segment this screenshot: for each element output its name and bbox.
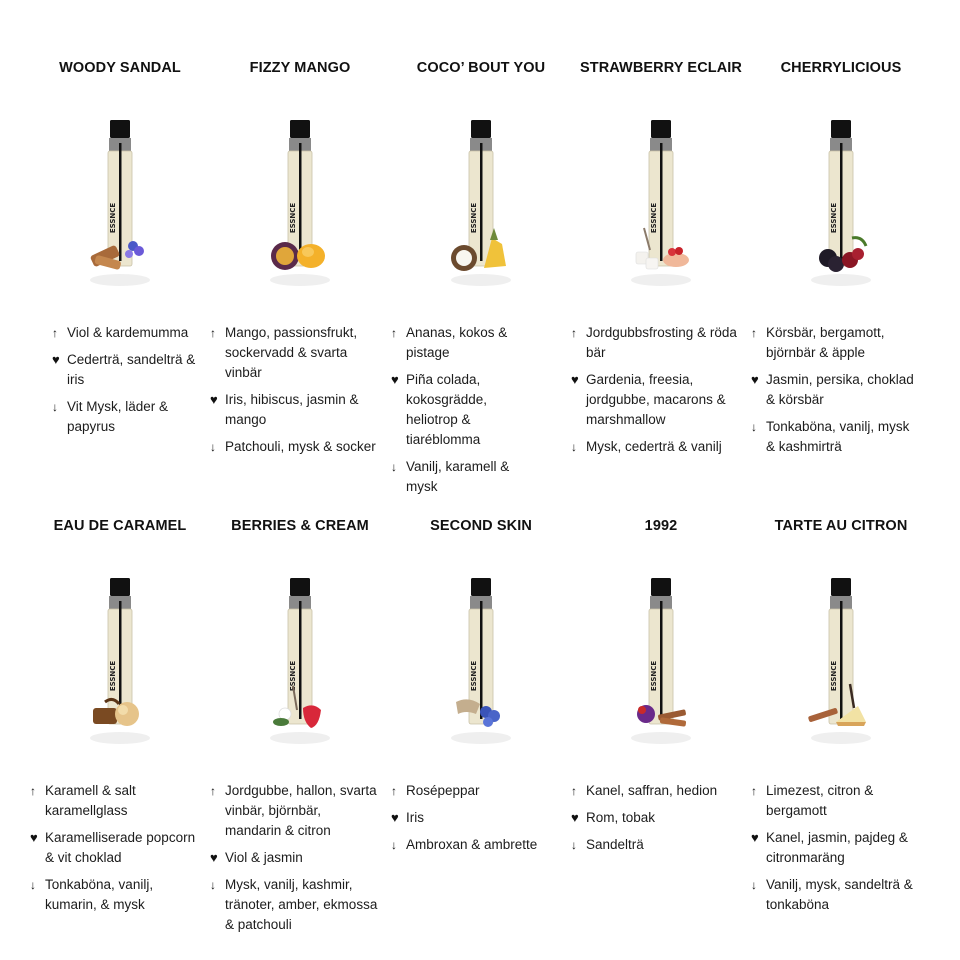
svg-text:ESSNCE: ESSNCE bbox=[830, 202, 838, 234]
svg-text:ESSNCE: ESSNCE bbox=[289, 202, 297, 234]
heart-icon: ♥ bbox=[52, 352, 60, 367]
note-heart: ♥ Iris bbox=[391, 808, 566, 828]
arrow-down-icon: ↓ bbox=[571, 440, 577, 454]
scent-notes bbox=[391, 323, 541, 504]
product-title: BERRIES & CREAM bbox=[231, 518, 369, 534]
arrow-down-icon: ↓ bbox=[210, 440, 216, 454]
arrow-up-icon: ↑ bbox=[571, 326, 577, 340]
note-base: ↓ Ambroxan & ambrette bbox=[391, 835, 566, 855]
heart-icon: ♥ bbox=[210, 392, 218, 407]
perfume-vial-image bbox=[255, 118, 345, 293]
scent-notes bbox=[571, 781, 746, 862]
note-base: ↓ Sandelträ bbox=[571, 835, 746, 855]
arrow-up-icon: ↑ bbox=[751, 784, 757, 798]
scent-notes bbox=[210, 323, 380, 464]
note-heart: ♥ Cederträ, sandelträ & iris bbox=[52, 352, 196, 387]
perfume-vial-image bbox=[616, 576, 706, 751]
note-top: ↑ Limezest, citron & bergamott bbox=[751, 783, 874, 818]
scent-notes bbox=[751, 781, 926, 922]
note-heart: ♥ Viol & jasmin bbox=[210, 848, 378, 868]
perfume-vial-image bbox=[796, 118, 886, 293]
product-title: CHERRYLICIOUS bbox=[780, 60, 902, 76]
svg-text:ESSNCE: ESSNCE bbox=[470, 660, 478, 692]
note-base: ↓ Mysk, cederträ & vanilj bbox=[571, 437, 741, 457]
note-heart: ♥ Rom, tobak bbox=[571, 808, 746, 828]
note-top: ↑ Ananas, kokos & pistage bbox=[391, 325, 508, 360]
scent-notes bbox=[571, 323, 741, 464]
note-base: ↓ Tonkaböna, vanilj, mysk & kashmirträ bbox=[751, 419, 910, 454]
arrow-up-icon: ↑ bbox=[391, 784, 397, 798]
perfume-vial-image bbox=[616, 118, 706, 293]
heart-icon: ♥ bbox=[571, 810, 579, 825]
arrow-down-icon: ↓ bbox=[391, 838, 397, 852]
svg-text:ESSNCE: ESSNCE bbox=[109, 202, 117, 234]
product-title: COCO’ BOUT YOU bbox=[416, 60, 546, 76]
scent-notes bbox=[210, 781, 378, 942]
heart-icon: ♥ bbox=[571, 372, 579, 387]
note-heart: ♥ Karamelliserade popcorn & vit choklad bbox=[30, 830, 196, 865]
note-top: ↑ Jordgubbsfrosting & röda bär bbox=[571, 325, 737, 360]
arrow-up-icon: ↑ bbox=[391, 326, 397, 340]
perfume-vial-image bbox=[436, 118, 526, 293]
note-top: ↑ Körsbär, bergamott, björnbär & äpple bbox=[751, 325, 885, 360]
arrow-up-icon: ↑ bbox=[571, 784, 577, 798]
arrow-down-icon: ↓ bbox=[571, 838, 577, 852]
arrow-down-icon: ↓ bbox=[751, 878, 757, 892]
note-base: ↓ Vanilj, karamell & mysk bbox=[391, 459, 510, 494]
heart-icon: ♥ bbox=[391, 810, 399, 825]
note-top: ↑ Kanel, saffran, hedion bbox=[571, 781, 746, 801]
svg-text:ESSNCE: ESSNCE bbox=[830, 660, 838, 692]
note-heart: ♥ Gardenia, freesia, jordgubbe, macarons & marshmallow bbox=[571, 372, 726, 427]
product-title: EAU DE CARAMEL bbox=[53, 518, 187, 534]
note-base: ↓ Vit Mysk, läder & papyrus bbox=[52, 399, 169, 434]
product-title: SECOND SKIN bbox=[430, 518, 532, 534]
note-top: ↑ Rosépeppar bbox=[391, 781, 566, 801]
arrow-down-icon: ↓ bbox=[751, 420, 757, 434]
svg-text:ESSNCE: ESSNCE bbox=[109, 660, 117, 692]
svg-text:ESSNCE: ESSNCE bbox=[650, 202, 658, 234]
scent-notes bbox=[391, 781, 566, 862]
product-title: 1992 bbox=[644, 518, 678, 534]
note-heart: ♥ Kanel, jasmin, pajdeg & citronmaräng bbox=[751, 830, 908, 865]
arrow-up-icon: ↑ bbox=[210, 784, 216, 798]
perfume-vial-image bbox=[436, 576, 526, 751]
note-heart: ♥ Jasmin, persika, choklad & körsbär bbox=[751, 372, 914, 407]
arrow-down-icon: ↓ bbox=[30, 878, 36, 892]
scent-notes bbox=[52, 323, 212, 444]
heart-icon: ♥ bbox=[751, 830, 759, 845]
perfume-vial-image bbox=[75, 118, 165, 293]
arrow-up-icon: ↑ bbox=[52, 326, 58, 340]
perfume-vial-image bbox=[796, 576, 886, 751]
product-title: TARTE AU CITRON bbox=[774, 518, 908, 534]
note-top: ↑ Mango, passionsfrukt, sockervadd & svarta vinbär bbox=[210, 325, 358, 380]
note-heart: ♥ Piña colada, kokosgrädde, heliotrop & tiaréblomma bbox=[391, 372, 488, 447]
scent-notes bbox=[30, 781, 200, 922]
product-title: WOODY SANDAL bbox=[59, 60, 181, 76]
note-top: ↑ Viol & kardemumma bbox=[52, 323, 212, 343]
note-base: ↓ Patchouli, mysk & socker bbox=[210, 437, 380, 457]
heart-icon: ♥ bbox=[30, 830, 38, 845]
note-base: ↓ Mysk, vanilj, kashmir, tränoter, amber, ekmossa & patchouli bbox=[210, 877, 378, 932]
perfume-vial-image bbox=[75, 576, 165, 751]
note-top: ↑ Jordgubbe, hallon, svarta vinbär, björnbär, mandarin & citron bbox=[210, 783, 377, 838]
product-title: STRAWBERRY ECLAIR bbox=[579, 60, 742, 76]
note-base: ↓ Vanilj, mysk, sandelträ & tonkaböna bbox=[751, 877, 913, 912]
perfume-vial-image bbox=[255, 576, 345, 751]
arrow-down-icon: ↓ bbox=[391, 460, 397, 474]
arrow-up-icon: ↑ bbox=[210, 326, 216, 340]
arrow-down-icon: ↓ bbox=[210, 878, 216, 892]
heart-icon: ♥ bbox=[391, 372, 399, 387]
product-title: FIZZY MANGO bbox=[249, 60, 351, 76]
note-base: ↓ Tonkaböna, vanilj, kumarin, & mysk bbox=[30, 877, 154, 912]
note-heart: ♥ Iris, hibiscus, jasmin & mango bbox=[210, 392, 359, 427]
arrow-up-icon: ↑ bbox=[30, 784, 36, 798]
svg-text:ESSNCE: ESSNCE bbox=[650, 660, 658, 692]
heart-icon: ♥ bbox=[210, 850, 218, 865]
svg-text:ESSNCE: ESSNCE bbox=[289, 660, 297, 692]
note-top: ↑ Karamell & salt karamellglass bbox=[30, 783, 136, 818]
heart-icon: ♥ bbox=[751, 372, 759, 387]
arrow-down-icon: ↓ bbox=[52, 400, 58, 414]
svg-text:ESSNCE: ESSNCE bbox=[470, 202, 478, 234]
arrow-up-icon: ↑ bbox=[751, 326, 757, 340]
scent-notes bbox=[751, 323, 921, 464]
